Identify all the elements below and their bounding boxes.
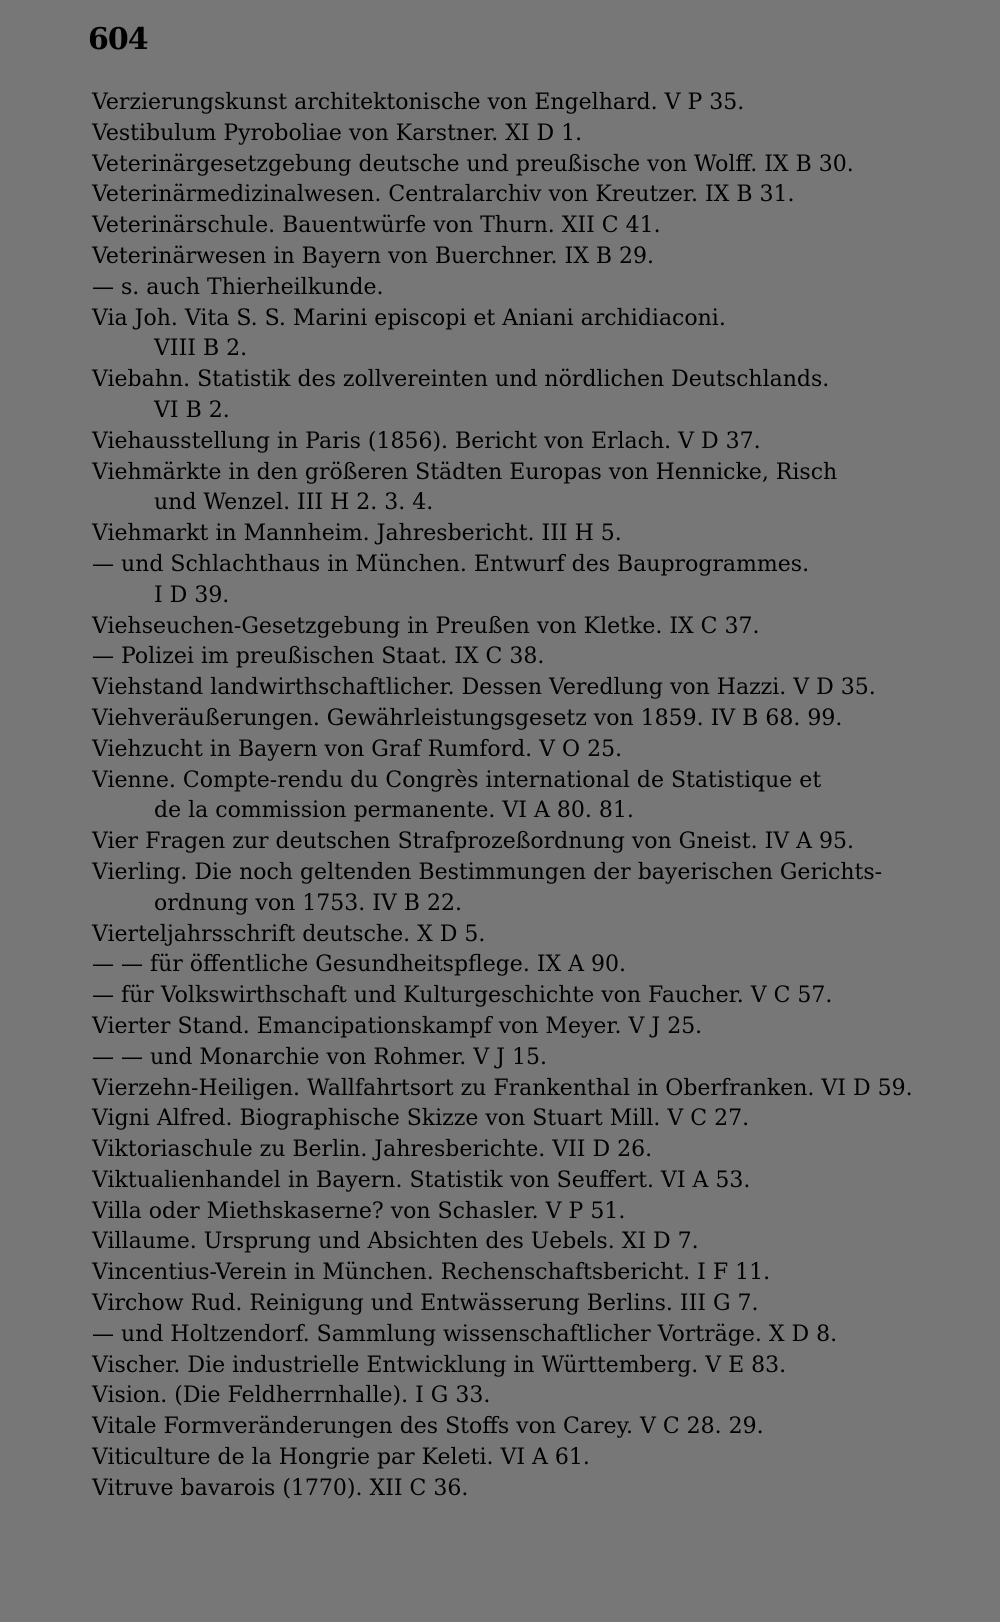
index-entry: Virchow Rud. Reinigung und Entwässerung Berlins. III G 7. [92, 1291, 759, 1317]
index-entry-continuation: I D 39. [154, 582, 230, 608]
index-entry: Viehmarkt in Mannheim. Jahresbericht. III H 5. [92, 521, 622, 547]
index-entry: Vitale Formveränderungen des Stoffs von Carey. V C 28. 29. [92, 1414, 764, 1440]
index-entry: Viticulture de la Hongrie par Keleti. VI A 61. [92, 1445, 590, 1471]
index-entry: Viebahn. Statistik des zollvereinten und nördlichen Deutschlands. [92, 367, 830, 393]
index-entry: Veterinärschule. Bauentwürfe von Thurn. XII C 41. [92, 213, 661, 239]
index-entry: — für Volkswirthschaft und Kulturgeschichte von Faucher. V C 57. [92, 983, 833, 1009]
index-entry: Viktualienhandel in Bayern. Statistik von Seuffert. VI A 53. [92, 1167, 751, 1193]
index-entry: Via Joh. Vita S. S. Marini episcopi et Aniani archidiaconi. [92, 305, 726, 331]
index-entry: Vierter Stand. Emancipationskampf von Meyer. V J 25. [92, 1013, 703, 1039]
index-entry: Viehseuchen-Gesetzgebung in Preußen von Kletke. IX C 37. [92, 613, 760, 639]
index-entry: — s. auch Thierheilkunde. [92, 274, 384, 300]
index-entry: Viktoriaschule zu Berlin. Jahresberichte. VII D 26. [92, 1137, 653, 1163]
page-number: 604 [88, 22, 148, 57]
index-entry: Vienne. Compte-rendu du Congrès international de Statistique et [92, 767, 822, 793]
index-entry-continuation: de la commission permanente. VI A 80. 81. [154, 798, 634, 824]
index-entry: Viehveräußerungen. Gewährleistungsgesetz von 1859. IV B 68. 99. [92, 705, 843, 731]
index-entry: Viehausstellung in Paris (1856). Bericht von Erlach. V D 37. [92, 428, 761, 454]
index-entry: Vischer. Die industrielle Entwicklung in Württemberg. V E 83. [92, 1352, 787, 1378]
index-entries [92, 88, 960, 1505]
index-entry: Vision. (Die Feldherrnhalle). I G 33. [92, 1383, 491, 1409]
index-entry: Viehmärkte in den größeren Städten Europas von Hennicke, Risch [92, 459, 838, 485]
index-entry: Vincentius-Verein in München. Rechenschaftsbericht. I F 11. [92, 1260, 771, 1286]
index-entry: — — für öffentliche Gesundheitspflege. IX A 90. [92, 952, 627, 978]
index-entry-continuation: ordnung von 1753. IV B 22. [154, 890, 462, 916]
index-entry: Vierzehn-Heiligen. Wallfahrtsort zu Frankenthal in Oberfranken. VI D 59. [92, 1075, 913, 1101]
index-entry: Veterinärmedizinalwesen. Centralarchiv von Kreutzer. IX B 31. [92, 182, 795, 208]
index-entry: Vestibulum Pyroboliae von Karstner. XI D 1. [92, 120, 583, 146]
index-entry: Viehzucht in Bayern von Graf Rumford. V O 25. [92, 736, 623, 762]
index-entry: Vierling. Die noch geltenden Bestimmungen der bayerischen Gerichts- [92, 859, 883, 885]
index-entry-continuation: VI B 2. [154, 397, 230, 423]
index-entry-continuation: und Wenzel. III H 2. 3. 4. [154, 490, 434, 516]
index-entry: — Polizei im preußischen Staat. IX C 38. [92, 644, 545, 670]
index-entry: Villaume. Ursprung und Absichten des Uebels. XI D 7. [92, 1229, 699, 1255]
index-entry: Vigni Alfred. Biographische Skizze von Stuart Mill. V C 27. [92, 1106, 750, 1132]
index-entry: Veterinärgesetzgebung deutsche und preußische von Wolff. IX B 30. [92, 151, 854, 177]
index-entry: Viehstand landwirthschaftlicher. Dessen Veredlung von Hazzi. V D 35. [92, 675, 876, 701]
index-entry: Villa oder Miethskaserne? von Schasler. V P 51. [92, 1198, 626, 1224]
index-entry: — — und Monarchie von Rohmer. V J 15. [92, 1044, 547, 1070]
index-entry: — und Schlachthaus in München. Entwurf des Bauprogrammes. [92, 551, 810, 577]
index-entry: — und Holtzendorf. Sammlung wissenschaftlicher Vorträge. X D 8. [92, 1321, 838, 1347]
index-entry: Vierteljahrsschrift deutsche. X D 5. [92, 921, 486, 947]
index-entry-continuation: VIII B 2. [154, 336, 248, 362]
index-entry: Vitruve bavarois (1770). XII C 36. [92, 1475, 469, 1501]
index-entry: Veterinärwesen in Bayern von Buerchner. IX B 29. [92, 243, 654, 269]
index-entry: Vier Fragen zur deutschen Strafprozeßordnung von Gneist. IV A 95. [92, 829, 855, 855]
index-entry: Verzierungskunst architektonische von Engelhard. V P 35. [92, 90, 745, 115]
